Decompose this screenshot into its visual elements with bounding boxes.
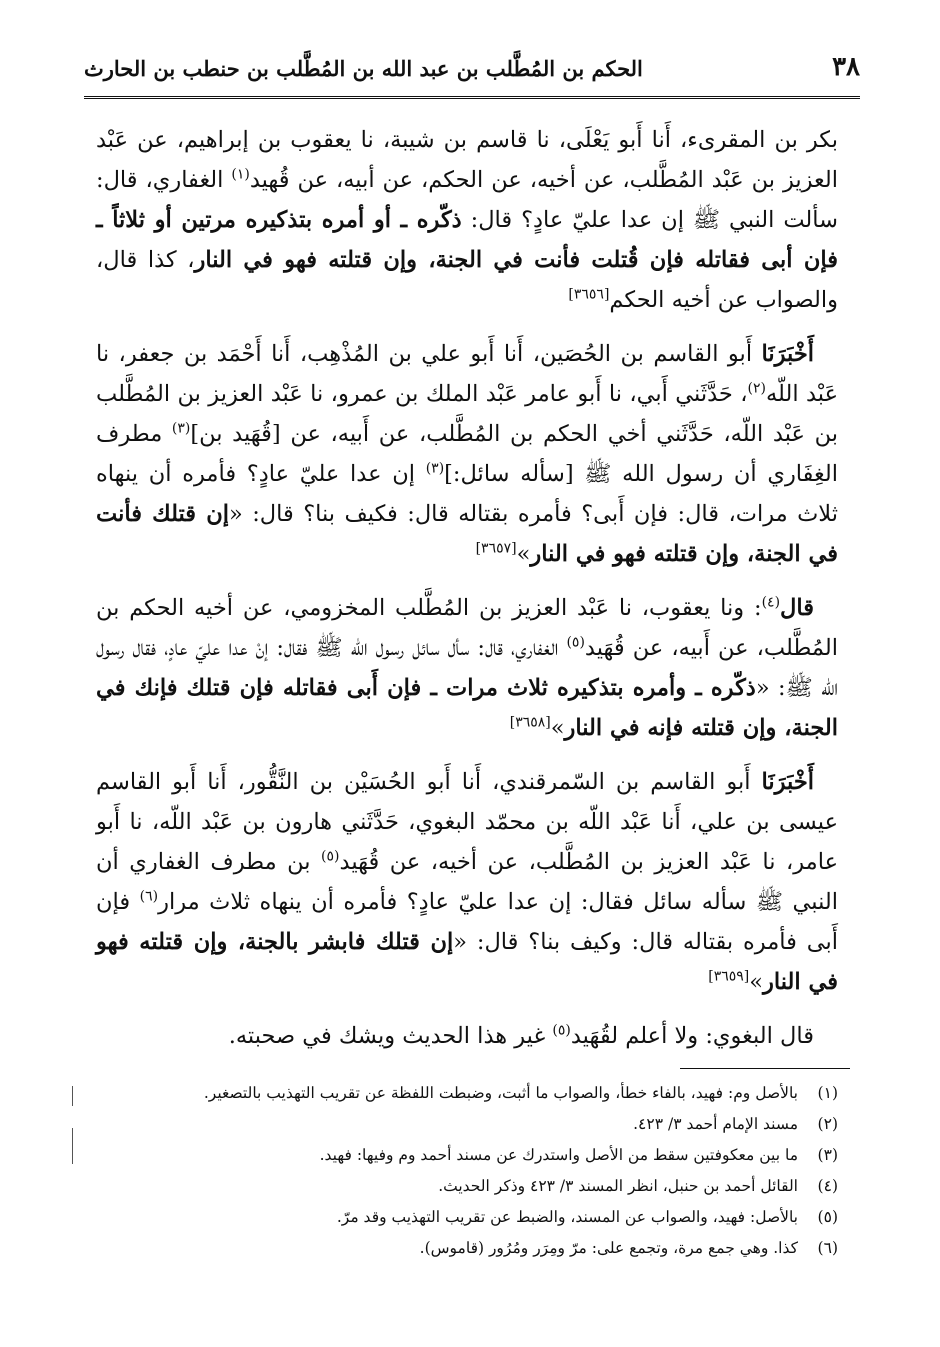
text-run: أَبو القاسم بن الحُصَين، أَنا أَبو علي بن المُذْهِب، أَنا أَحْمَد بن جعفر، نا عَبْد اللّه	[96, 341, 839, 407]
paragraph-3	[96, 588, 838, 748]
header-rule	[84, 96, 860, 99]
paragraph-2	[96, 334, 838, 574]
footnote-ref: (٦)	[139, 888, 159, 905]
text-run: : ونا يعقوب، نا عَبْد العزيز بن المُطَّلب المخزومي، عن أخيه الحكم بن المُطَّلب، عن أَبيه، عن قُهَيد	[96, 595, 838, 661]
body-text	[96, 120, 838, 1070]
lead-word: قال	[780, 595, 814, 621]
lead-word: أَخْبَرَنَا	[761, 341, 814, 367]
footnote-ref: (٥)	[566, 634, 585, 651]
hadith-text: إن قتلك فأنت في الجنة، وإن قتلته فهو في النار	[96, 501, 838, 567]
text-run: الغفاري، قال: سأل سائل رسول الله ﷺ فقال: إنْ عدا عليّ عادٍ، فقال رسول الله ﷺ: «	[96, 635, 838, 701]
hadith-number: [٣٦٥٩]	[708, 968, 750, 985]
footnotes	[96, 1078, 838, 1264]
footnote-number: (٤)	[817, 1177, 838, 1195]
footnote	[96, 1171, 838, 1202]
text-run: ، كذا قال، والصواب عن أخيه الحكم	[96, 247, 838, 313]
margin-mark	[72, 1128, 73, 1164]
footnote-ref: (٣)	[171, 420, 191, 437]
text-run: »	[516, 541, 531, 567]
text-run: قال البغوي: ولا أعلم لقُهَيد	[570, 1023, 814, 1049]
footnote	[96, 1202, 838, 1233]
footnote-ref: (٥)	[552, 1022, 571, 1039]
footnote	[96, 1233, 838, 1264]
text-run: الغفاري، قال: سألت النبي ﷺ إن عدا عليّ عادٍ؟ قال:	[96, 167, 838, 233]
margin-mark	[72, 1086, 73, 1106]
footnote-ref: (٣)	[425, 460, 445, 477]
footnote-separator	[680, 1068, 850, 1069]
footnote-text: بالأصل وم: فهيد، بالفاء خطأ، والصواب ما أثبت، وضبطت اللفظة عن تقريب التهذيب بالتصغير.	[203, 1084, 798, 1102]
footnote-number: (٣)	[817, 1146, 838, 1164]
footnote-text: القائل أحمد بن حنبل، انظر المسند ٣/ ٤٢٣ وذكر الحديث.	[438, 1177, 798, 1195]
running-title: الحكم بن المُطَّلب بن عبد الله بن المُطَّلب بن حنطب بن الحارث	[84, 56, 643, 81]
footnote	[96, 1109, 838, 1140]
footnote-ref: (١)	[231, 166, 250, 183]
footnote-ref: (٢)	[747, 380, 766, 397]
text-run: ، حَدَّثَني أَبي، نا أَبو عامر عَبْد الملك بن عمرو، نا عَبْد العزيز بن المُطَّلب بن عَبْد اللّه، حَدَّثَني أخي الحكم بن المُطَّلب، عن أَبيه، عن [قُهَيد بن]	[96, 381, 838, 447]
hadith-text: ذكّره ـ وأمره بتذكيره ثلاث مرات ـ فإن أَبى فقاتله فإن قتلك فإنك في الجنة، وإن قتلته فإنه في النار	[96, 675, 838, 741]
text-run: غير هذا الحديث ويشك في صحبته.	[228, 1023, 553, 1049]
page-header	[84, 52, 860, 92]
text-run: إن عدا عليّ عادٍ؟ فأمره أن ينهاه ثلاث مرات، قال: فإن أَبى؟ فأمره بقتاله قال: فكيف بنا؟ قال: «	[96, 461, 838, 527]
page-number: ٣٨	[832, 52, 860, 82]
hadith-text: ذكّره ـ أو أمره بتذكيره مرتين أو ثلاثاً ـ فإن أبى فقاتله فإن قُتلت فأنت في الجنة، وإن قتلته فهو في النار	[96, 207, 838, 273]
hadith-text: إن قتلك فابشر بالجنة، وإن قتلته فهو في النار	[96, 929, 838, 995]
footnote-number: (٦)	[817, 1239, 838, 1257]
text-run: أَبو القاسم بن السّمرقندي، أَنا أَبو الحُسَيْن بن النَّقُّور، أَنا أَبو القاسم عيسى بن علي، أَنا عَبْد اللّه بن محمّد البغوي، حَدَّثَني هارون بن عَبْد اللّه، نا أَبو عامر، نا عَبْد العزيز بن المُطَّلب، عن أخيه، عن قُهَيد	[96, 769, 838, 875]
paragraph-1	[96, 120, 838, 320]
text-run: بكر بن المقرىء، أَنا أَبو يَعْلَى، نا قاسم بن شيبة، نا يعقوب بن إبراهيم، عن عَبْد العزيز بن عَبْد المُطَّلب، عن أخيه، عن الحكم، عن أبيه، عن قُهيد	[96, 127, 839, 193]
footnote-number: (١)	[817, 1084, 838, 1102]
footnote-number: (٥)	[817, 1208, 838, 1226]
footnote-text: مسند الإمام أحمد ٣/ ٤٢٣.	[633, 1115, 798, 1133]
paragraph-5	[96, 1016, 838, 1056]
footnote-ref: (٥)	[321, 848, 340, 865]
footnote-number: (٢)	[817, 1115, 838, 1133]
paragraph-4	[96, 762, 838, 1002]
text-run: مطرف الغِفَاري أن رسول الله ﷺ [سأله سائل:]	[96, 421, 839, 487]
hadith-number: [٣٦٥٨]	[509, 714, 551, 731]
text-run: »	[550, 715, 565, 741]
text-run: بن مطرف الغفاري أن النبي ﷺ سأله سائل فقال: إن عدا عليّ عادٍ؟ فأمره أن ينهاه ثلاث مرار	[96, 849, 838, 915]
lead-word: أَخْبَرَنَا	[761, 769, 814, 795]
footnote-text: ما بين معكوفتين سقط من الأصل واستدرك عن مسند أحمد وم وفيها: فهيد.	[319, 1146, 798, 1164]
footnote-text: بالأصل: فهيد، والصواب عن المسند، والضبط عن تقريب التهذيب وقد مرّ.	[336, 1208, 798, 1226]
hadith-number: [٣٦٥٦]	[568, 286, 610, 303]
footnote	[96, 1078, 838, 1109]
text-run: »	[749, 969, 764, 995]
text-run: فإن أَبى فأمره بقتاله قال: وكيف بنا؟ قال: «	[96, 889, 838, 955]
hadith-number: [٣٦٥٧]	[475, 540, 517, 557]
footnote	[96, 1140, 838, 1171]
footnote-text: كذا. وهي جمع مرة، وتجمع على: مرّ ومِرَر ومُرُور (قاموس).	[419, 1239, 798, 1257]
footnote-ref: (٤)	[761, 594, 781, 611]
